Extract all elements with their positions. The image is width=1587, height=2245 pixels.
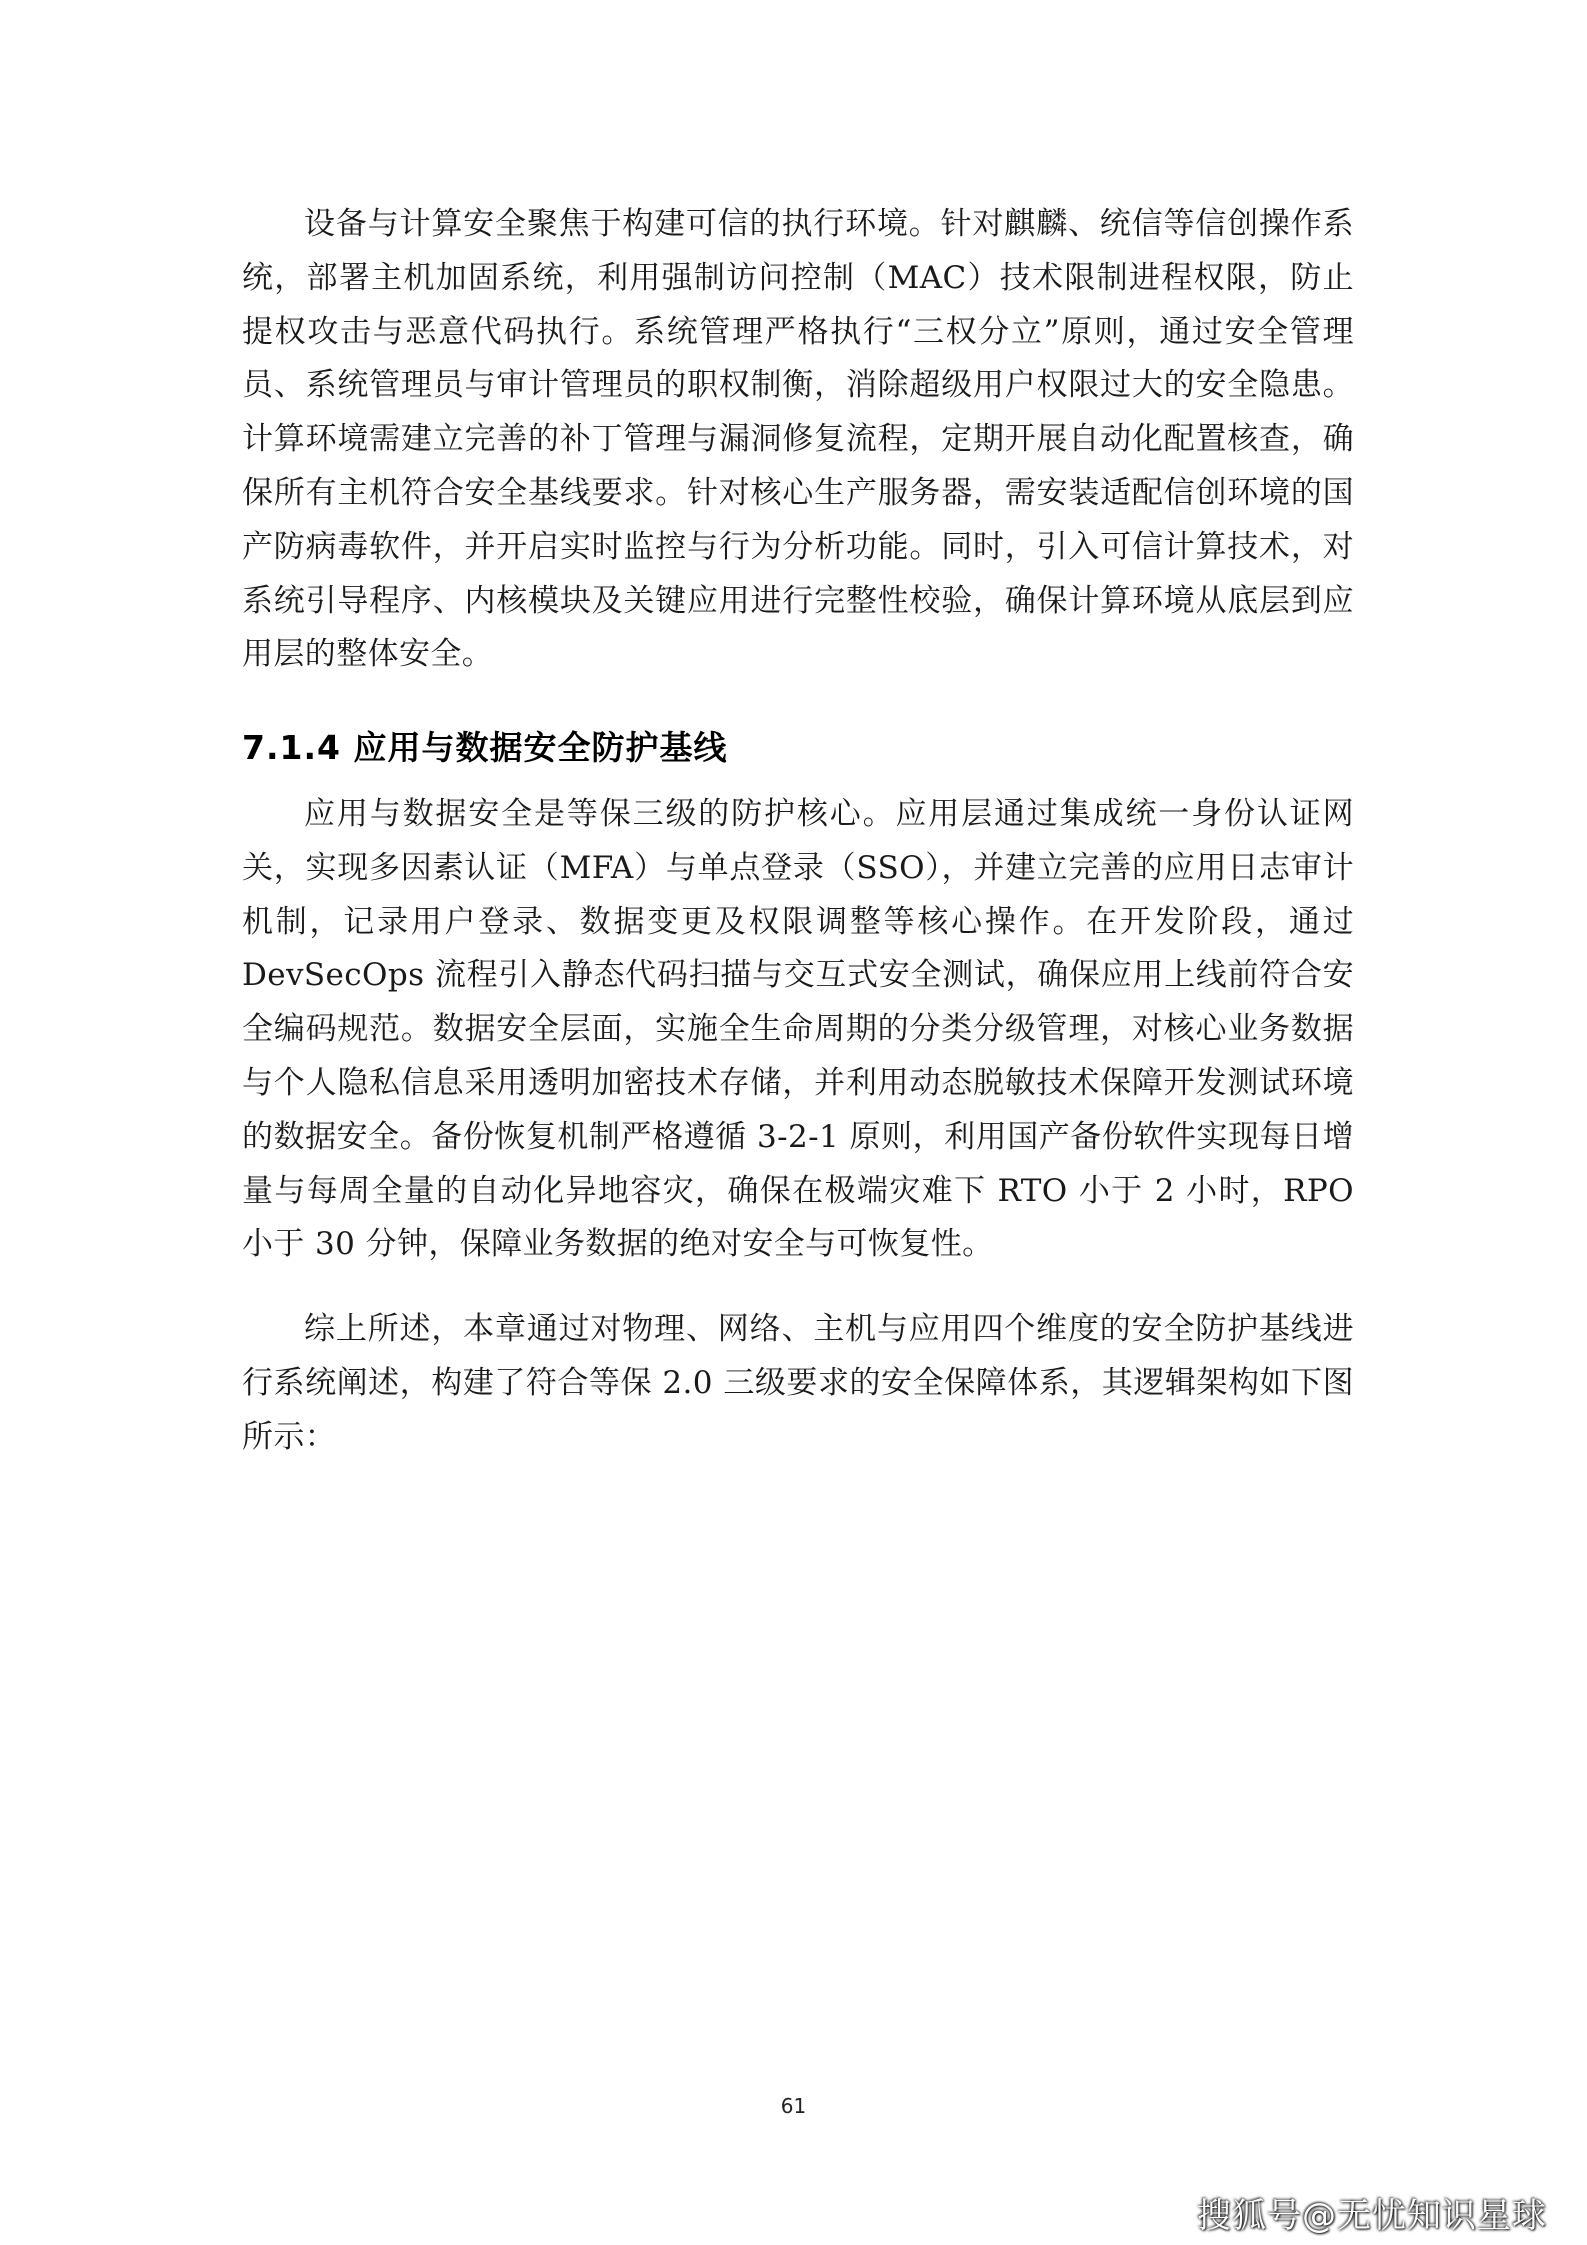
- section-heading: 7.1.4 应用与数据安全防护基线: [242, 728, 728, 767]
- body-paragraph: 设备与计算安全聚焦于构建可信的执行环境。针对麒麟、统信等信创操作系统，部署主机加固系统，利用强制访问控制（MAC）技术限制进程权限，防止提权攻击与恶意代码执行。系统管理严格执行“三权分立”原则，通过安全管理员、系统管理员与审计管理员的职权制衡，消除超级用户权限过大的安全隐患。计算环境需建立完善的补丁管理与漏洞修复流程，定期开展自动化配置核查，确保所有主机符合安全基线要求。针对核心生产服务器，需安装适配信创环境的国产防病毒软件，并开启实时监控与行为分析功能。同时，引入可信计算技术，对系统引导程序、内核模块及关键应用进行完整性校验，确保计算环境从底层到应用层的整体安全。: [242, 206, 1354, 673]
- watermark: 搜狐号@无忧知识星球: [1197, 2196, 1547, 2236]
- body-paragraph: 综上所述，本章通过对物理、网络、主机与应用四个维度的安全防护基线进行系统阐述，构建了符合等保 2.0 三级要求的安全保障体系，其逻辑架构如下图所示：: [242, 1311, 1354, 1455]
- body-paragraph: 应用与数据安全是等保三级的防护核心。应用层通过集成统一身份认证网关，实现多因素认证（MFA）与单点登录（SSO），并建立完善的应用日志审计机制，记录用户登录、数据变更及权限调整等核心操作。在开发阶段，通过 DevSecOps 流程引入静态代码扫描与交互式安全测试，确保应用上线前符合安全编码规范。数据安全层面，实施全生命周期的分类分级管理，对核心业务数据与个人隐私信息采用透明加密技术存储，并利用动态脱敏技术保障开发测试环境的数据安全。备份恢复机制严格遵循 3-2-1 原则，利用国产备份软件实现每日增量与每周全量的自动化异地容灾，确保在极端灾难下 RTO 小于 2 小时，RPO 小于 30 分钟，保障业务数据的绝对安全与可恢复性。: [242, 796, 1354, 1263]
- page-number: 61: [780, 2094, 807, 2118]
